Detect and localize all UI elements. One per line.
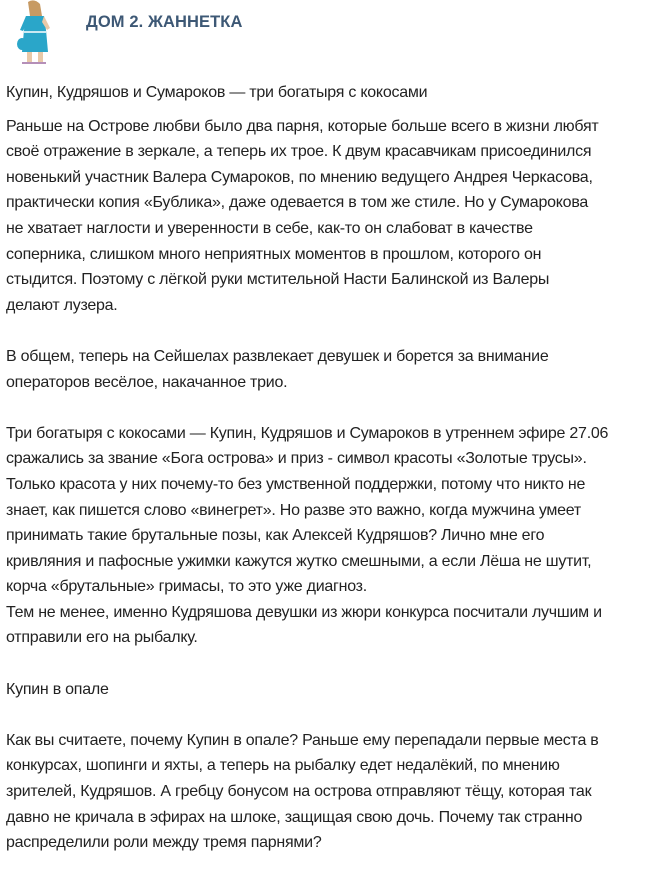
paragraph-line: давно не кричала в эфирах на шлоке, защищая свою дочь. Почему так странно [6,808,583,826]
paragraph-line: В общем, теперь на Сейшелах развлекает девушек и борется за внимание [6,347,549,365]
paragraph-line: знает, как пишется слово «винегрет». Но разве это важно, когда мужчина умеет [6,501,581,519]
section-heading [6,677,670,703]
article-paragraph [6,728,670,856]
article-title: Купин, Кудряшов и Сумароков — три богатыря с кокосами [6,84,428,101]
article-paragraph [6,421,670,651]
paragraph-line: Раньше на Острове любви было два парня, которые больше всего в жизни любят [6,117,599,135]
article [6,80,670,881]
paragraph-line: отправили его на рыбалку. [6,629,198,647]
paragraph-line: не хватает наглости и уверенности в себе, как-то он слабоват в качестве [6,219,533,237]
article-paragraph [6,344,670,395]
paragraph-line: конкурсах, шопинги и яхты, а теперь на рыбалку едет недалёкий, по мнению [6,757,560,775]
paragraph-line: Как вы считаете, почему Купин в опале? Раньше ему перепадали первые места в [6,731,599,749]
paragraph-line: Три богатыря с кокосами — Купин, Кудряшов и Сумароков в утреннем эфире 27.06 [6,424,609,442]
paragraph-line: зрителей, Кудряшов. А гребцу бонусом на острова отправляют тёщу, которая так [6,783,592,801]
site-title[interactable]: ДОМ 2. ЖАННЕТКА [86,13,243,31]
paragraph-line: операторов весёлое, накачанное трио. [6,373,288,391]
paragraph-line: Только красота у них почему-то без умственной поддержки, потому что никто не [6,475,586,493]
paragraph-line: соперника, слишком много неприятных моментов в прошлом, которого он [6,245,542,263]
paragraph-line: корча «брутальные» гримасы, то это уже диагноз. [6,578,367,596]
paragraph-line: делают лузера. [6,296,118,314]
girl-logo-icon [14,0,54,68]
paragraph-line: новенький участник Валера Сумароков, по мнению ведущего Андрея Черкасова, [6,168,593,186]
paragraph-line: практически копия «Бублика», даже одевается в том же стиле. Но у Сумарокова [6,194,589,212]
paragraph-line: своё отражение в зеркале, а теперь их трое. К двум красавчикам присоединился [6,143,592,161]
paragraph-line: сражались за звание «Бога острова» и приз - символ красоты «Золотые трусы». [6,450,587,468]
paragraph-line: кривляния и пафосные ужимки кажутся жутко смешными, а если Лёша не шутит, [6,552,592,570]
paragraph-line: принимать такие брутальные позы, как Алексей Кудряшов? Лично мне его [6,527,545,545]
article-paragraph [6,114,670,319]
paragraph-line: распределили роли между тремя парнями? [6,834,322,852]
site-header [0,0,670,74]
paragraph-line: стыдится. Поэтому с лёгкой руки мстительной Насти Балинской из Валеры [6,271,550,289]
logo-image[interactable] [14,0,54,68]
paragraph-line: Купин в опале [6,680,109,698]
paragraph-line: Тем не менее, именно Кудряшова девушки из жюри конкурса посчитали лучшим и [6,603,602,621]
